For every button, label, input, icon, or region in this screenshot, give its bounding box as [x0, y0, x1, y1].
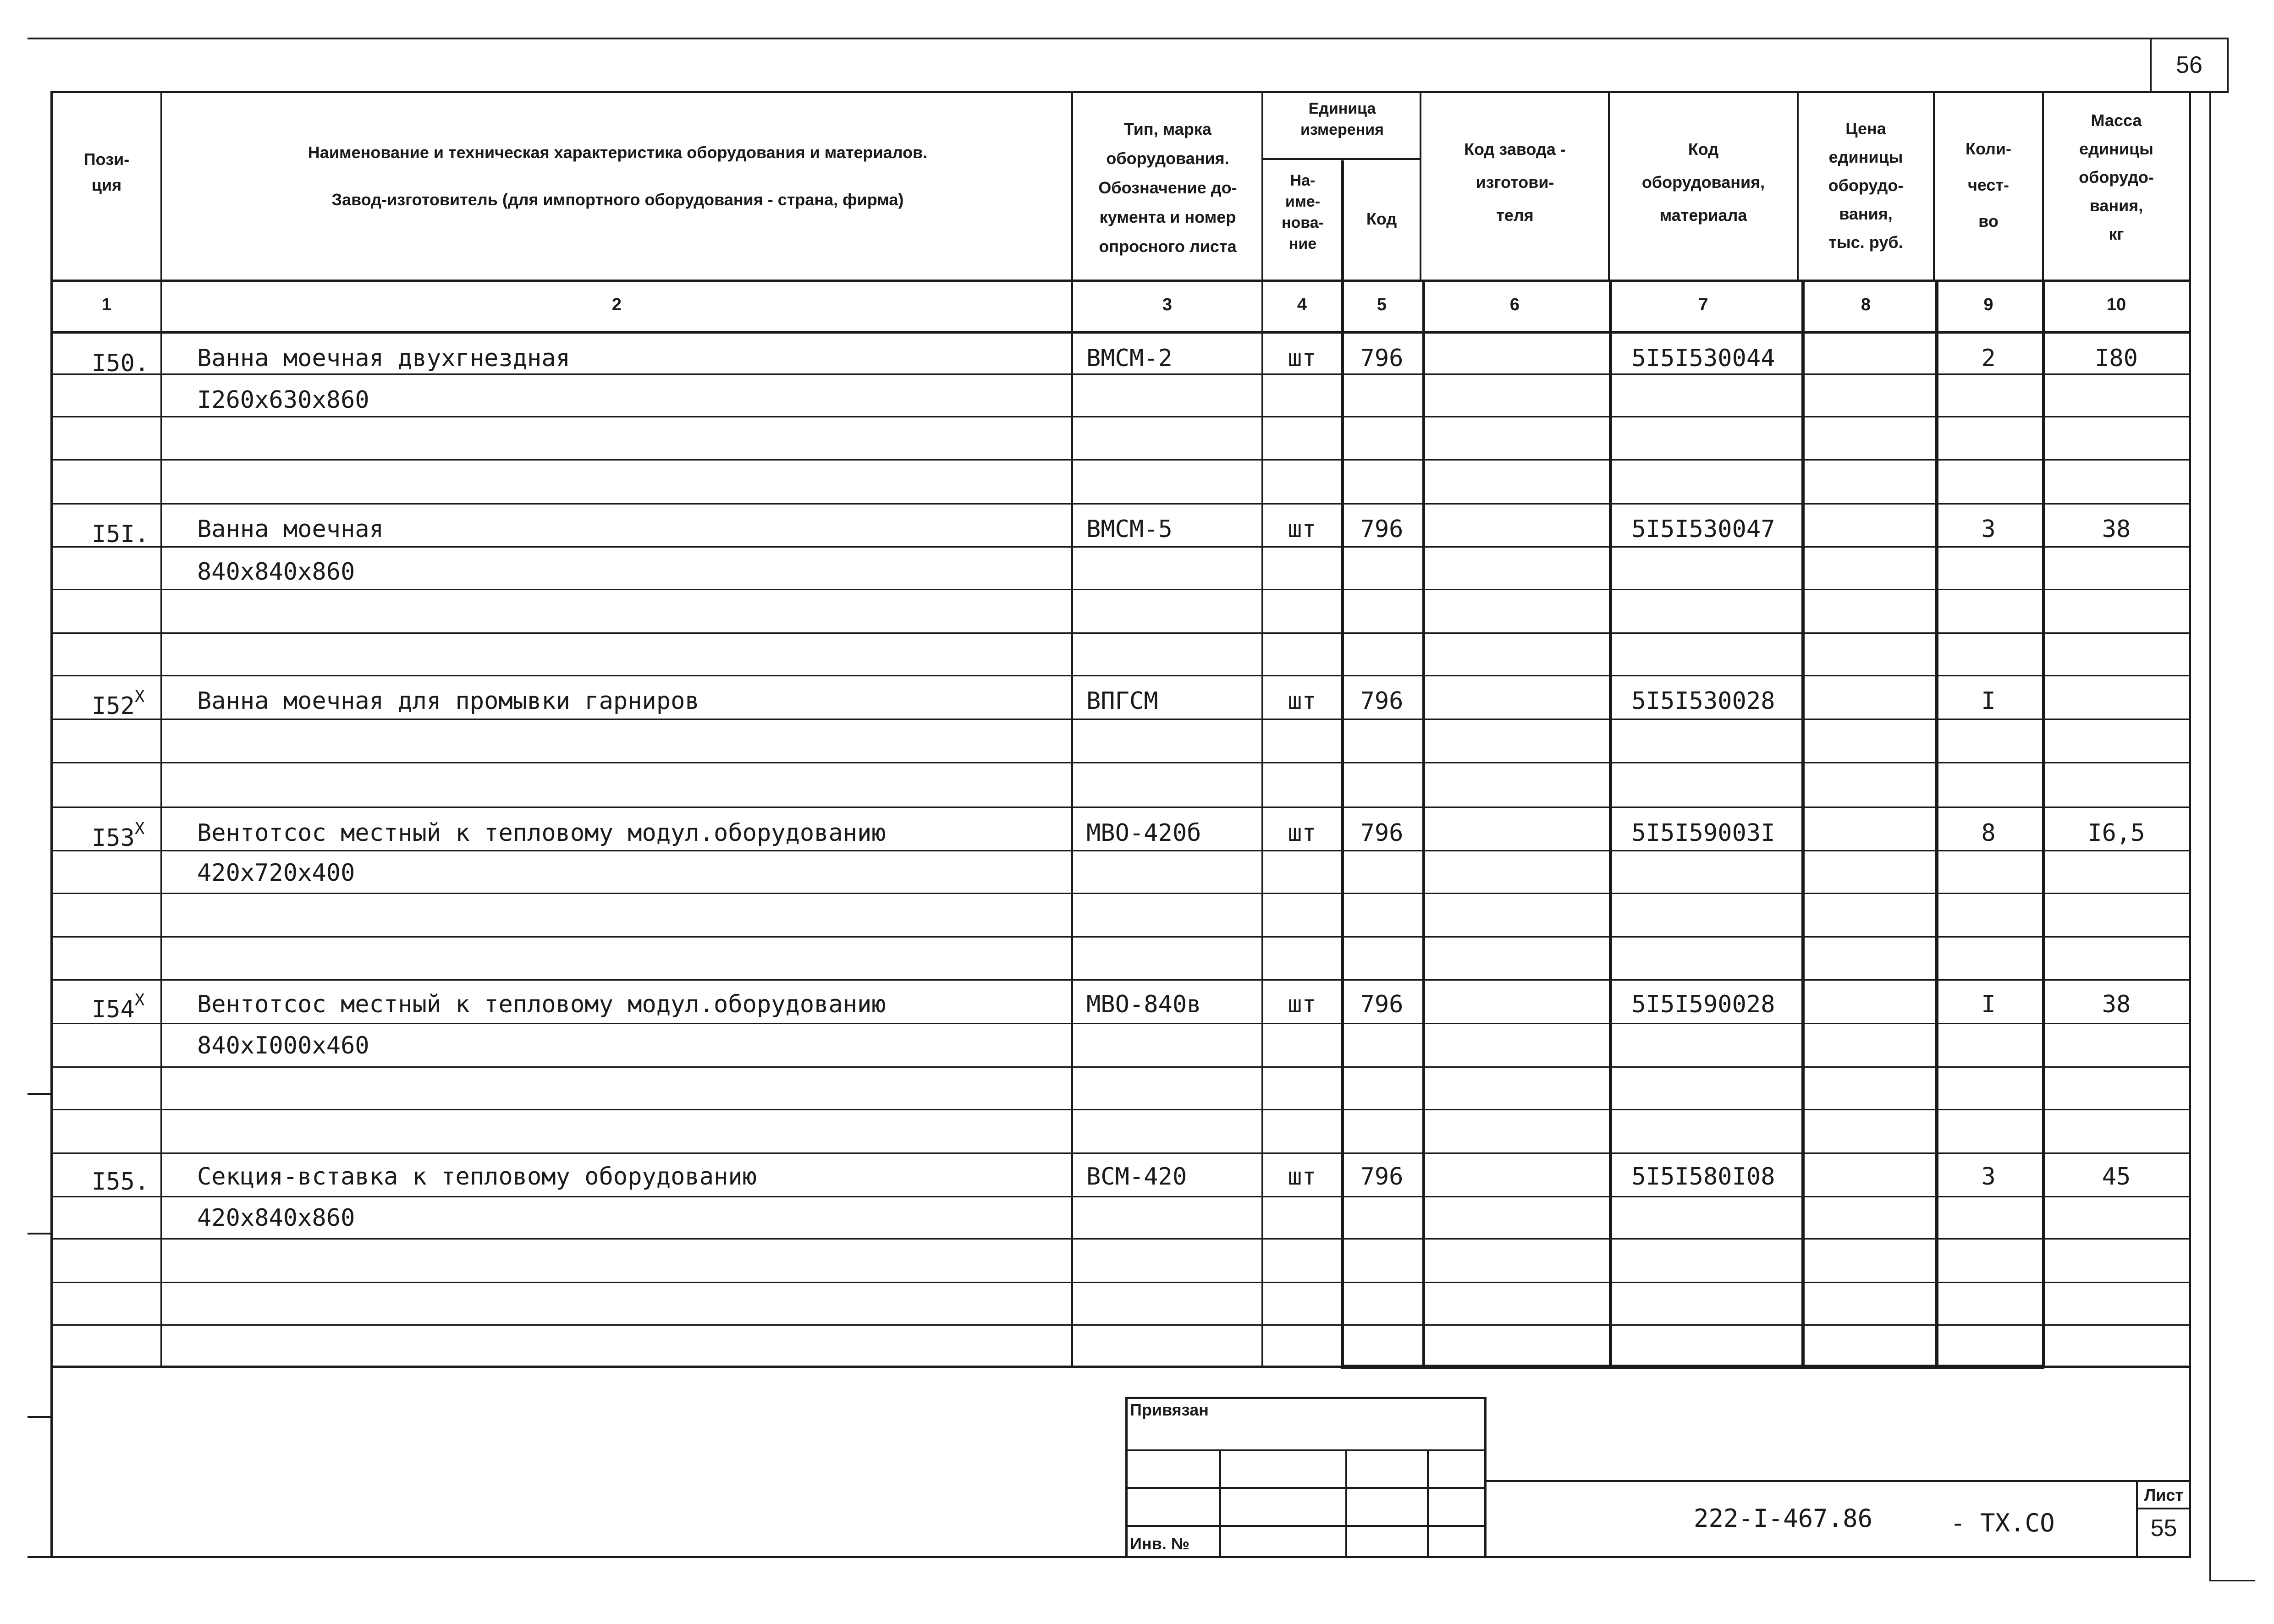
column-number: 9 — [1983, 295, 1993, 314]
unit-code-cell: 796 — [1360, 516, 1404, 543]
header-mass: Масса единицы оборудо- вания, кг — [2079, 111, 2154, 243]
equipment-code-cell: 5I5I590028 — [1631, 991, 1775, 1018]
unit-cell: шт — [1288, 345, 1316, 372]
type-cell: ВМСМ-2 — [1086, 345, 1173, 372]
column-number: 3 — [1162, 295, 1173, 314]
column-number: 6 — [1509, 295, 1520, 314]
document-suffix: - ТХ.СО — [1950, 1509, 2055, 1537]
position-cell: I50. — [92, 350, 149, 377]
header-price: Цена единицы оборудо- вания, тыс. руб. — [1828, 119, 1904, 252]
quantity-cell: 3 — [1981, 1163, 1996, 1191]
sheet-label: Лист — [2144, 1486, 2184, 1504]
dimensions-cell: 420x840x860 — [197, 1204, 355, 1232]
mass-cell: I6,5 — [2087, 819, 2145, 847]
name-cell: Ванна моечная двухгнездная — [197, 345, 570, 372]
type-cell: МВО-420б — [1086, 819, 1201, 847]
type-cell: ВМСМ-5 — [1086, 516, 1173, 543]
position-cell: $I53^X$ — [92, 819, 145, 852]
quantity-cell: 3 — [1981, 516, 1996, 543]
unit-cell: шт — [1288, 1163, 1316, 1191]
mass-cell: 45 — [2102, 1163, 2131, 1191]
type-cell: ВПГСМ — [1086, 687, 1158, 715]
quantity-cell: I — [1981, 991, 1996, 1018]
position-cell: $I54^X$ — [92, 991, 145, 1023]
header-unit-code: Код — [1366, 209, 1397, 228]
unit-code-cell: 796 — [1360, 687, 1404, 715]
unit-cell: шт — [1288, 819, 1316, 847]
name-cell: Вентотсос местный к тепловому модул.оборудованию — [197, 991, 886, 1018]
mass-cell: 38 — [2102, 516, 2131, 543]
equipment-code-cell: 5I5I530047 — [1631, 516, 1775, 543]
header-unit-group: Единица измерения — [1300, 100, 1384, 138]
header-equipment-code: Код оборудования, материала — [1641, 140, 1765, 225]
column-number: 5 — [1377, 295, 1387, 314]
header-factory-code: Код завода - изготови- теля — [1464, 140, 1566, 225]
quantity-cell: I — [1981, 687, 1996, 715]
header-name-line1: Наименование и техническая характеристика оборудования и материалов. — [308, 143, 928, 162]
name-cell: Вентотсос местный к тепловому модул.оборудованию — [197, 819, 886, 847]
column-number: 2 — [611, 295, 622, 314]
unit-cell: шт — [1288, 687, 1316, 715]
name-cell: Секция-вставка к тепловому оборудованию — [197, 1163, 757, 1191]
unit-code-cell: 796 — [1360, 345, 1404, 372]
quantity-cell: 2 — [1981, 345, 1996, 372]
dimensions-cell: 840xI000x460 — [197, 1032, 369, 1059]
equipment-code-cell: 5I5I59003I — [1631, 819, 1775, 847]
attached-label: Привязан — [1130, 1400, 1209, 1419]
equipment-code-cell: 5I5I580I08 — [1631, 1163, 1775, 1191]
mass-cell: 38 — [2102, 991, 2131, 1018]
dimensions-cell: 420x720x400 — [197, 859, 355, 887]
unit-cell: шт — [1288, 516, 1316, 543]
inventory-number-label: Инв. № — [1130, 1534, 1189, 1553]
page-number: 56 — [2176, 52, 2202, 78]
column-number: 1 — [101, 295, 112, 314]
column-number: 4 — [1297, 295, 1307, 314]
document-code: 222-I-467.86 — [1694, 1504, 1873, 1533]
column-number: 8 — [1861, 295, 1871, 314]
mass-cell: I80 — [2095, 345, 2138, 372]
sheet-number: 55 — [2150, 1515, 2177, 1542]
header-position: Пози- ция — [83, 150, 130, 194]
position-cell: $I52^X$ — [92, 687, 145, 720]
equipment-code-cell: 5I5I530028 — [1631, 687, 1775, 715]
equipment-code-cell: 5I5I530044 — [1631, 345, 1775, 372]
column-number: 7 — [1698, 295, 1708, 314]
column-number: 10 — [2106, 295, 2126, 314]
dimensions-cell: I260x630x860 — [197, 386, 369, 414]
unit-code-cell: 796 — [1360, 991, 1404, 1018]
name-cell: Ванна моечная для промывки гарниров — [197, 687, 699, 715]
unit-code-cell: 796 — [1360, 819, 1404, 847]
header-name-line2: Завод-изготовитель (для импортного оборудования - страна, фирма) — [331, 190, 904, 209]
type-cell: МВО-840в — [1086, 991, 1201, 1018]
quantity-cell: 8 — [1981, 819, 1996, 847]
position-cell: I55. — [92, 1168, 149, 1196]
name-cell: Ванна моечная — [197, 516, 384, 543]
unit-code-cell: 796 — [1360, 1163, 1404, 1191]
type-cell: ВСМ-420 — [1086, 1163, 1187, 1191]
dimensions-cell: 840x840x860 — [197, 558, 355, 586]
header-type: Тип, марка оборудования. Обозначение до- кумента и номер опросного листа — [1098, 120, 1237, 256]
header-unit-name: На- име- нова- ние — [1282, 172, 1324, 252]
unit-cell: шт — [1288, 991, 1316, 1018]
header-quantity: Коли- чест- во — [1965, 139, 2012, 231]
position-cell: I5I. — [92, 521, 149, 548]
